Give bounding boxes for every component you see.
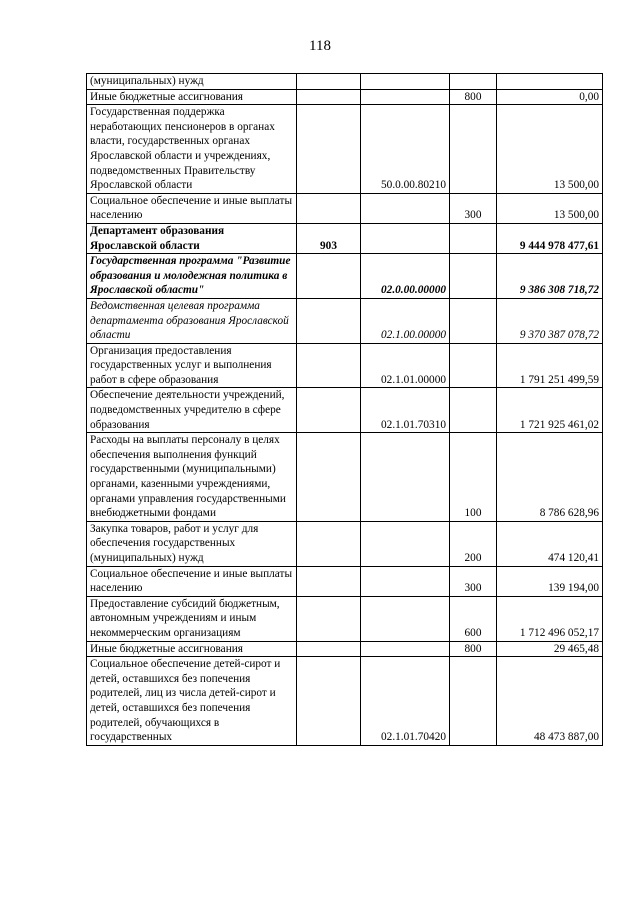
table-row (87, 657, 603, 746)
budget-table-body (87, 74, 603, 746)
row-target-code-cell: 50.0.00.80210 (361, 105, 450, 194)
row-department-cell (297, 343, 361, 388)
row-department-cell (297, 641, 361, 657)
row-target-code-cell: 02.1.00.00000 (361, 298, 450, 343)
row-expense-type-cell (450, 105, 497, 194)
row-name-cell: Социальное обеспечение и иные выплаты населению (87, 193, 297, 223)
row-department-cell (297, 74, 361, 90)
row-amount-cell: 9 444 978 477,61 (497, 223, 603, 253)
row-amount-cell: 0,00 (497, 89, 603, 105)
row-target-code-cell (361, 433, 450, 522)
row-name-cell: Государственная программа "Развитие образования и молодежная политика в Ярославской области" (87, 254, 297, 299)
table-row (87, 105, 603, 194)
row-expense-type-cell (450, 298, 497, 343)
row-target-code-cell: 02.1.01.70310 (361, 388, 450, 433)
row-expense-type-cell (450, 343, 497, 388)
row-name-cell: Закупка товаров, работ и услуг для обеспечения государственных (муниципальных) нужд (87, 521, 297, 566)
row-department-cell (297, 89, 361, 105)
row-target-code-cell (361, 566, 450, 596)
row-expense-type-cell: 100 (450, 433, 497, 522)
row-target-code-cell (361, 193, 450, 223)
table-row (87, 89, 603, 105)
row-target-code-cell (361, 641, 450, 657)
row-target-code-cell (361, 521, 450, 566)
row-target-code-cell: 02.0.00.00000 (361, 254, 450, 299)
row-department-cell (297, 596, 361, 641)
row-target-code-cell (361, 74, 450, 90)
row-expense-type-cell: 300 (450, 193, 497, 223)
table-row (87, 433, 603, 522)
row-expense-type-cell: 300 (450, 566, 497, 596)
row-name-cell: Иные бюджетные ассигнования (87, 641, 297, 657)
row-target-code-cell: 02.1.01.70420 (361, 657, 450, 746)
row-expense-type-cell: 600 (450, 596, 497, 641)
row-department-cell (297, 521, 361, 566)
row-amount-cell: 9 386 308 718,72 (497, 254, 603, 299)
row-amount-cell: 474 120,41 (497, 521, 603, 566)
row-amount-cell: 29 465,48 (497, 641, 603, 657)
row-name-cell: (муниципальных) нужд (87, 74, 297, 90)
row-department-cell (297, 657, 361, 746)
row-name-cell: Социальное обеспечение детей-сирот и детей, оставшихся без попечения родителей, лиц из числа детей-сирот и детей, оставшихся без попечения родителей, обучающихся в государственных (87, 657, 297, 746)
row-target-code-cell: 02.1.01.00000 (361, 343, 450, 388)
row-amount-cell: 1 712 496 052,17 (497, 596, 603, 641)
row-department-cell (297, 298, 361, 343)
row-name-cell: Обеспечение деятельности учреждений, подведомственных учредителю в сфере образования (87, 388, 297, 433)
row-expense-type-cell: 800 (450, 89, 497, 105)
row-department-cell (297, 433, 361, 522)
row-name-cell: Государственная поддержка неработающих пенсионеров в органах власти, государственных органах Ярославской области и учреждениях, подведомственных Правительству Ярославской области (87, 105, 297, 194)
row-expense-type-cell (450, 74, 497, 90)
row-department-cell (297, 105, 361, 194)
table-row (87, 641, 603, 657)
row-department-cell (297, 193, 361, 223)
row-name-cell: Департамент образования Ярославской области (87, 223, 297, 253)
row-expense-type-cell: 800 (450, 641, 497, 657)
row-name-cell: Ведомственная целевая программа департамента образования Ярославской области (87, 298, 297, 343)
budget-table (86, 73, 603, 746)
table-row (87, 388, 603, 433)
row-expense-type-cell (450, 388, 497, 433)
row-amount-cell: 9 370 387 078,72 (497, 298, 603, 343)
row-target-code-cell (361, 596, 450, 641)
row-department-cell (297, 254, 361, 299)
row-expense-type-cell (450, 657, 497, 746)
table-row (87, 298, 603, 343)
row-amount-cell (497, 74, 603, 90)
row-name-cell: Организация предоставления государственных услуг и выполнения работ в сфере образования (87, 343, 297, 388)
page-number: 118 (309, 38, 331, 54)
row-department-cell (297, 566, 361, 596)
row-amount-cell: 1 791 251 499,59 (497, 343, 603, 388)
row-expense-type-cell (450, 223, 497, 253)
row-amount-cell: 1 721 925 461,02 (497, 388, 603, 433)
row-department-cell (297, 388, 361, 433)
row-amount-cell: 13 500,00 (497, 105, 603, 194)
row-name-cell: Социальное обеспечение и иные выплаты населению (87, 566, 297, 596)
table-row (87, 343, 603, 388)
table-row (87, 223, 603, 253)
row-department-cell: 903 (297, 223, 361, 253)
table-row (87, 74, 603, 90)
table-row (87, 566, 603, 596)
row-name-cell: Предоставление субсидий бюджетным, автономным учреждениям и иным некоммерческим организациям (87, 596, 297, 641)
row-amount-cell: 8 786 628,96 (497, 433, 603, 522)
row-name-cell: Расходы на выплаты персоналу в целях обеспечения выполнения функций государственными (муниципальными) органами, казенными учреждениями, органами управления государственными внебюджетными фондами (87, 433, 297, 522)
row-target-code-cell (361, 89, 450, 105)
row-amount-cell: 139 194,00 (497, 566, 603, 596)
table-row (87, 193, 603, 223)
row-amount-cell: 13 500,00 (497, 193, 603, 223)
table-row (87, 254, 603, 299)
table-row (87, 521, 603, 566)
table-row (87, 596, 603, 641)
row-expense-type-cell (450, 254, 497, 299)
row-target-code-cell (361, 223, 450, 253)
row-expense-type-cell: 200 (450, 521, 497, 566)
row-amount-cell: 48 473 887,00 (497, 657, 603, 746)
row-name-cell: Иные бюджетные ассигнования (87, 89, 297, 105)
